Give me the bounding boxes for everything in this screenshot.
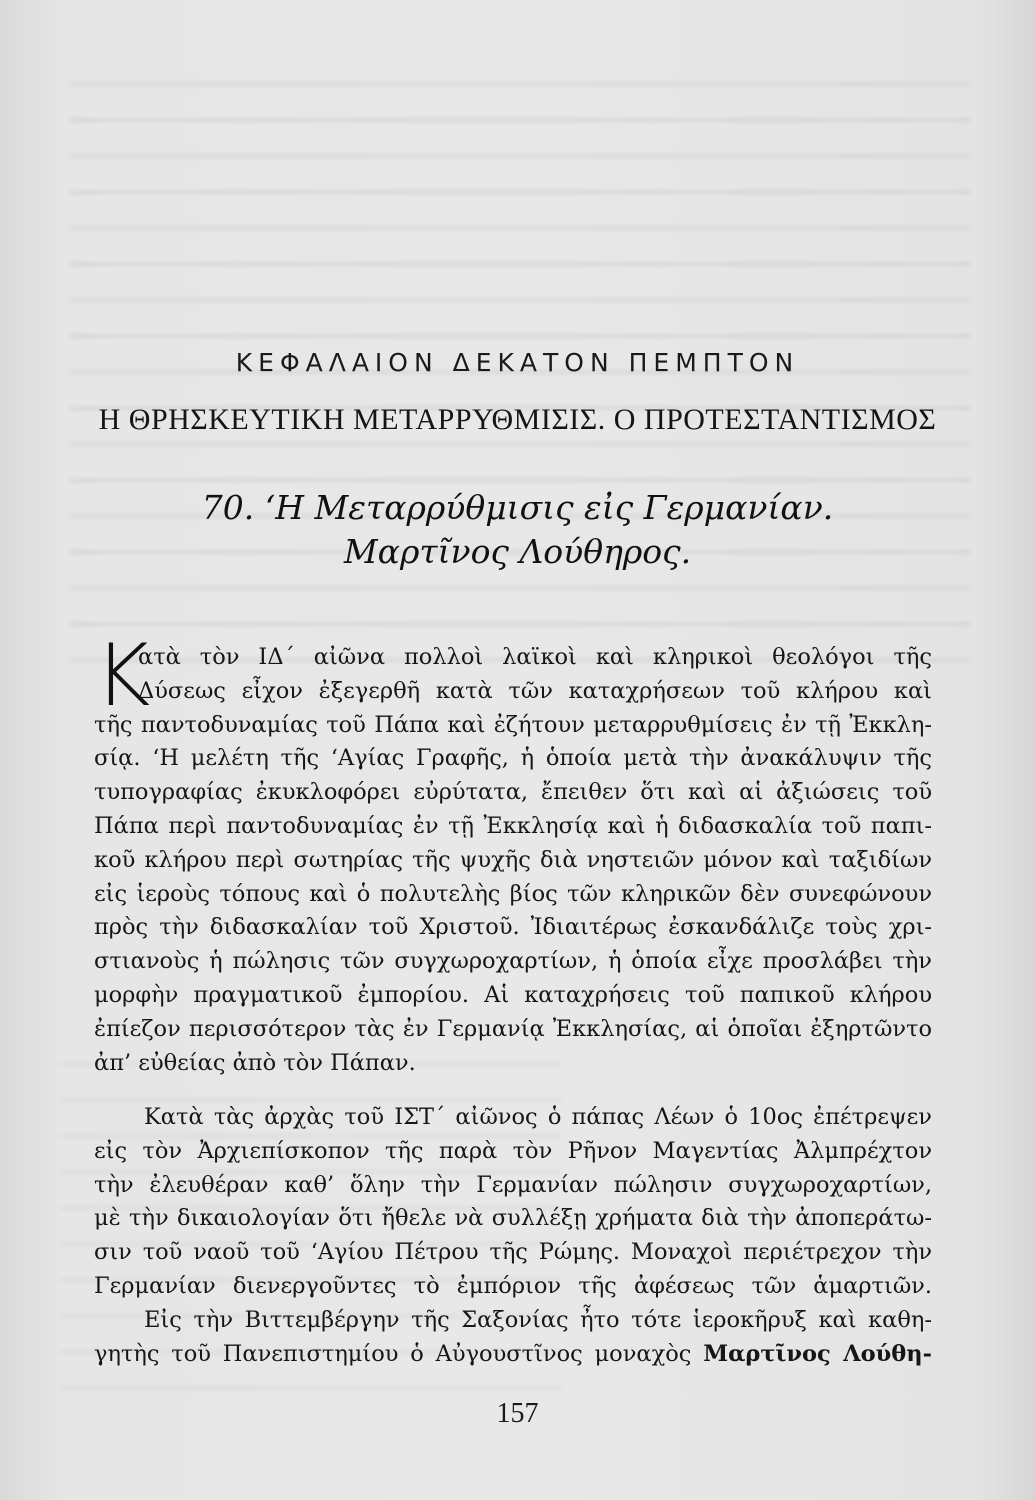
paragraph-3-line: Εἰς τὴν Βιττεμβέργην τῆς Σαξονίας ἦτο τότε ἱεροκῆρυξ καὶ καθη-	[144, 1307, 932, 1333]
paragraph-1-line: ἐπίεζον περισσότερον τὰς ἐν Γερμανίᾳ Ἐκκλησίας, αἱ ὁποῖαι ἐξηρτῶντο	[94, 1015, 932, 1042]
paragraph-3-line	[94, 1338, 932, 1372]
drop-cap: Κ	[94, 626, 151, 726]
paragraph-1-line: σίᾳ. ‘Η μελέτη τῆς ‘Αγίας Γραφῆς, ἡ ὁποία μετὰ τὴν ἀνακάλυψιν τῆς	[94, 745, 932, 772]
paragraph-1-line: εἰς ἱεροὺς τόπους καὶ ὁ πολυτελὴς βίος τῶν κληρικῶν δὲν συνεφώνουν	[94, 880, 932, 907]
paragraph-2	[94, 1101, 932, 1304]
paragraph-1-line: πρὸς τὴν διδασκαλίαν τοῦ Χριστοῦ. Ἰδιαιτέρως ἐσκανδάλιζε τοὺς χρι-	[94, 914, 932, 941]
paragraph-1	[94, 641, 932, 1080]
paragraph-1-line: τυπογραφίας ἐκυκλοφόρει εὐρύτατα, ἔπειθεν ὅτι καὶ αἱ ἀξιώσεις τοῦ	[94, 779, 932, 806]
chapter-heading: ΚΕΦΑΛΑΙΟΝ ΔΕΚΑΤΟΝ ΠΕΜΠΤΟΝ	[235, 348, 800, 377]
paragraph-1-line: Δύσεως εἶχον ἐξεγερθῆ κατὰ τῶν καταχρήσεων τοῦ κλήρου καὶ	[138, 677, 932, 704]
paragraph-2-line: σιν τοῦ ναοῦ τοῦ ‘Αγίου Πέτρου τῆς Ρώμης. Μοναχοὶ περιέτρεχον τὴν	[94, 1239, 932, 1266]
section-heading: Η ΘΡΗΣΚΕΥΤΙΚΗ ΜΕΤΑΡΡΥΘΜΙΣΙΣ. Ο ΠΡΟΤΕΣΤΑΝΤΙΣΜΟΣ	[98, 403, 937, 436]
paragraph-1-line: ἀπ’ εὐθείας ἀπὸ τὸν Πάπαν.	[94, 1049, 416, 1076]
paragraph-1-line: Πάπα περὶ παντοδυναμίας ἐν τῇ Ἐκκλησίᾳ καὶ ἡ διδασκαλία τοῦ παπι-	[94, 812, 932, 839]
paragraph-2-line: τὴν ἐλευθέραν καθ’ ὅλην τὴν Γερμανίαν πώλησιν συγχωροχαρτίων,	[94, 1171, 932, 1198]
paragraph-2-line: μὲ τὴν δικαιολογίαν ὅτι ἤθελε νὰ συλλέξῃ χρήματα διὰ τὴν ἀποπεράτω-	[94, 1205, 932, 1232]
paragraph-2-line: Γερμανίαν διενεργοῦντες τὸ ἐμπόριον τῆς ἀφέσεως τῶν ἁμαρτιῶν.	[94, 1272, 932, 1299]
paragraph-1-line: τῆς παντοδυναμίας τοῦ Πάπα καὶ ἐζήτουν μεταρρυθμίσεις ἐν τῇ Ἐκκλη-	[94, 711, 932, 738]
paragraph-2-line: εἰς τὸν Ἀρχιεπίσκοπον τῆς παρὰ τὸν Ρῆνον Μαγεντίας Ἀλμπρέχτον	[94, 1137, 932, 1164]
subsection-title-line2: Μαρτῖνος Λούθηρος.	[343, 532, 692, 571]
paragraph-1-line: ατὰ τὸν ΙΔ΄ αἰῶνα πολλοὶ λαϊκοὶ καὶ κληρικοὶ θεολόγοι τῆς	[138, 644, 932, 670]
paragraph-2-line: Κατὰ τὰς ἀρχὰς τοῦ ΙΣΤ΄ αἰῶνος ὁ πάπας Λέων ὁ 10ος ἐπέτρεψεν	[144, 1104, 932, 1130]
paragraph-3-line-text: γητὴς τοῦ Πανεπιστημίου ὁ Αὐγουστῖνος μοναχὸς	[94, 1340, 692, 1367]
bold-name-luther: Μαρτῖνος Λούθη-	[703, 1340, 932, 1367]
page-number: 157	[496, 1398, 539, 1429]
paragraph-1-line: μορφὴν πραγματικοῦ ἐμπορίου. Αἱ καταχρήσεις τοῦ παπικοῦ κλήρου	[94, 981, 932, 1008]
paragraph-1-line: στιανοὺς ἡ πώλησις τῶν συγχωροχαρτίων, ἡ ὁποία εἶχε προσλάβει τὴν	[94, 948, 932, 975]
subsection-title-line1: 70. ‘Η Μεταρρύθμισις εἰς Γερμανίαν.	[201, 488, 834, 527]
paragraph-1-line: κοῦ κλήρου περὶ σωτηρίας τῆς ψυχῆς διὰ νηστειῶν μόνον καὶ ταξιδίων	[94, 846, 932, 873]
paragraph-3	[94, 1304, 932, 1372]
